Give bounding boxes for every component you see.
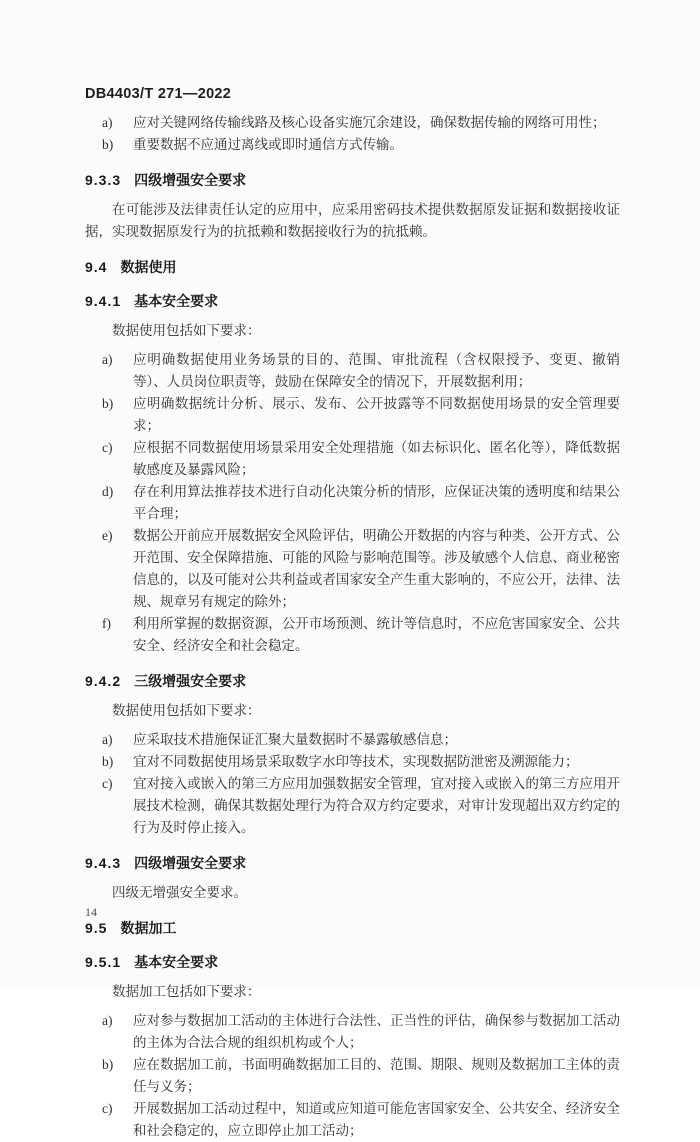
- section-title: 四级增强安全要求: [134, 172, 247, 188]
- list-item-text: 数据公开前应开展数据安全风险评估，明确公开数据的内容与种类、公开方式、公开范围、安全保障措施、可能的风险与影响范围等。涉及敏感个人信息、商业秘密信息的，以及可能对公共利益或者国家安全产生重大影响的，不应公开，法律、法规、规章另有规定的除外；: [133, 528, 620, 609]
- section-heading: [85, 171, 620, 190]
- section-title: 基本安全要求: [134, 293, 219, 309]
- section-title: 三级增强安全要求: [134, 673, 247, 689]
- list-item-label: d): [102, 484, 114, 499]
- section-number: 9.4.1: [85, 293, 122, 309]
- section-number: 9.4.3: [85, 855, 122, 871]
- ordered-list: [85, 349, 620, 657]
- section-title: 基本安全要求: [134, 954, 219, 970]
- paragraph: 四级无增强安全要求。: [112, 885, 247, 900]
- list-item-label: a): [102, 1013, 113, 1028]
- list-item: [85, 1010, 620, 1054]
- ordered-list: [85, 1010, 620, 1142]
- section-number: 9.5: [85, 920, 108, 936]
- list-item-label: b): [102, 137, 114, 152]
- list-item-label: b): [102, 396, 114, 411]
- list-item-label: c): [102, 776, 113, 791]
- section-heading: [85, 953, 620, 972]
- list-item: [85, 751, 620, 773]
- paragraph: 数据使用包括如下要求：: [112, 323, 261, 338]
- list-item-text: 存在利用算法推荐技术进行自动化决策分析的情形，应保证决策的透明度和结果公平合理；: [133, 484, 620, 521]
- ordered-list: [85, 112, 620, 156]
- list-item-text: 重要数据不应通过离线或即时通信方式传输。: [133, 137, 403, 152]
- list-item-text: 应采取技术措施保证汇聚大量数据时不暴露敏感信息；: [133, 732, 457, 747]
- list-item-label: b): [102, 754, 114, 769]
- standard-number: DB4403/T 271—2022: [85, 86, 232, 102]
- paragraph: 在可能涉及法律责任认定的应用中，应采用密码技术提供数据原发证据和数据接收证据，实现数据原发行为的抗抵赖和数据接收行为的抗抵赖。: [85, 202, 620, 239]
- section-title: 四级增强安全要求: [134, 855, 247, 871]
- paragraph: 数据加工包括如下要求：: [112, 984, 261, 999]
- list-item-text: 应根据不同数据使用场景采用安全处理措施（如去标识化、匿名化等），降低数据敏感度及暴露风险；: [133, 440, 620, 477]
- list-item: [85, 773, 620, 839]
- section-number: 9.4: [85, 259, 108, 275]
- list-item: [85, 112, 620, 134]
- list-item: [85, 613, 620, 657]
- list-item-text: 应对关键网络传输线路及核心设备实施冗余建设，确保数据传输的网络可用性；: [133, 115, 606, 130]
- section-heading: [85, 258, 620, 277]
- list-item: [85, 437, 620, 481]
- list-item: [85, 481, 620, 525]
- list-item-text: 宜对接入或嵌入的第三方应用加强数据安全管理，宜对接入或嵌入的第三方应用开展技术检测，确保其数据处理行为符合双方约定要求，对审计发现超出双方约定的行为及时停止接入。: [133, 776, 620, 835]
- list-item: [85, 1054, 620, 1098]
- list-item-text: 应对参与数据加工活动的主体进行合法性、正当性的评估，确保参与数据加工活动的主体为合法合规的组织机构或个人；: [133, 1013, 620, 1050]
- list-item-text: 应在数据加工前，书面明确数据加工目的、范围、期限、规则及数据加工主体的责任与义务；: [133, 1057, 620, 1094]
- section-number: 9.5.1: [85, 954, 122, 970]
- list-item-text: 利用所掌握的数据资源，公开市场预测、统计等信息时，不应危害国家安全、公共安全、经济安全和社会稳定。: [133, 616, 620, 653]
- list-item-label: a): [102, 732, 113, 747]
- section-title: 数据加工: [120, 920, 177, 936]
- section-heading: [85, 919, 620, 938]
- list-item-text: 应明确数据使用业务场景的目的、范围、审批流程（含权限授予、变更、撤销等）、人员岗位职责等，鼓励在保障安全的情况下，开展数据利用；: [133, 352, 620, 389]
- list-item-label: c): [102, 440, 113, 455]
- list-item-text: 开展数据加工活动过程中，知道或应知道可能危害国家安全、公共安全、经济安全和社会稳定的，应立即停止加工活动；: [133, 1101, 620, 1138]
- list-item: [85, 393, 620, 437]
- document-body: [85, 112, 620, 1142]
- section-heading: [85, 854, 620, 873]
- list-item-label: e): [102, 528, 113, 543]
- section-title: 数据使用: [120, 259, 177, 275]
- list-item-label: c): [102, 1101, 113, 1116]
- section-heading: [85, 672, 620, 691]
- list-item: [85, 134, 620, 156]
- ordered-list: [85, 729, 620, 839]
- section-number: 9.3.3: [85, 172, 122, 188]
- section-number: 9.4.2: [85, 673, 122, 689]
- list-item-text: 宜对不同数据使用场景采取数字水印等技术，实现数据防泄密及溯源能力；: [133, 754, 579, 769]
- list-item-label: b): [102, 1057, 114, 1072]
- section-heading: [85, 292, 620, 311]
- list-item: [85, 349, 620, 393]
- list-item: [85, 1098, 620, 1142]
- list-item: [85, 525, 620, 613]
- list-item-label: f): [102, 616, 111, 631]
- list-item: [85, 729, 620, 751]
- list-item-text: 应明确数据统计分析、展示、发布、公开披露等不同数据使用场景的安全管理要求；: [133, 396, 620, 433]
- list-item-label: a): [102, 352, 113, 367]
- list-item-label: a): [102, 115, 113, 130]
- page-number: 14: [85, 905, 97, 919]
- paragraph: 数据使用包括如下要求：: [112, 703, 261, 718]
